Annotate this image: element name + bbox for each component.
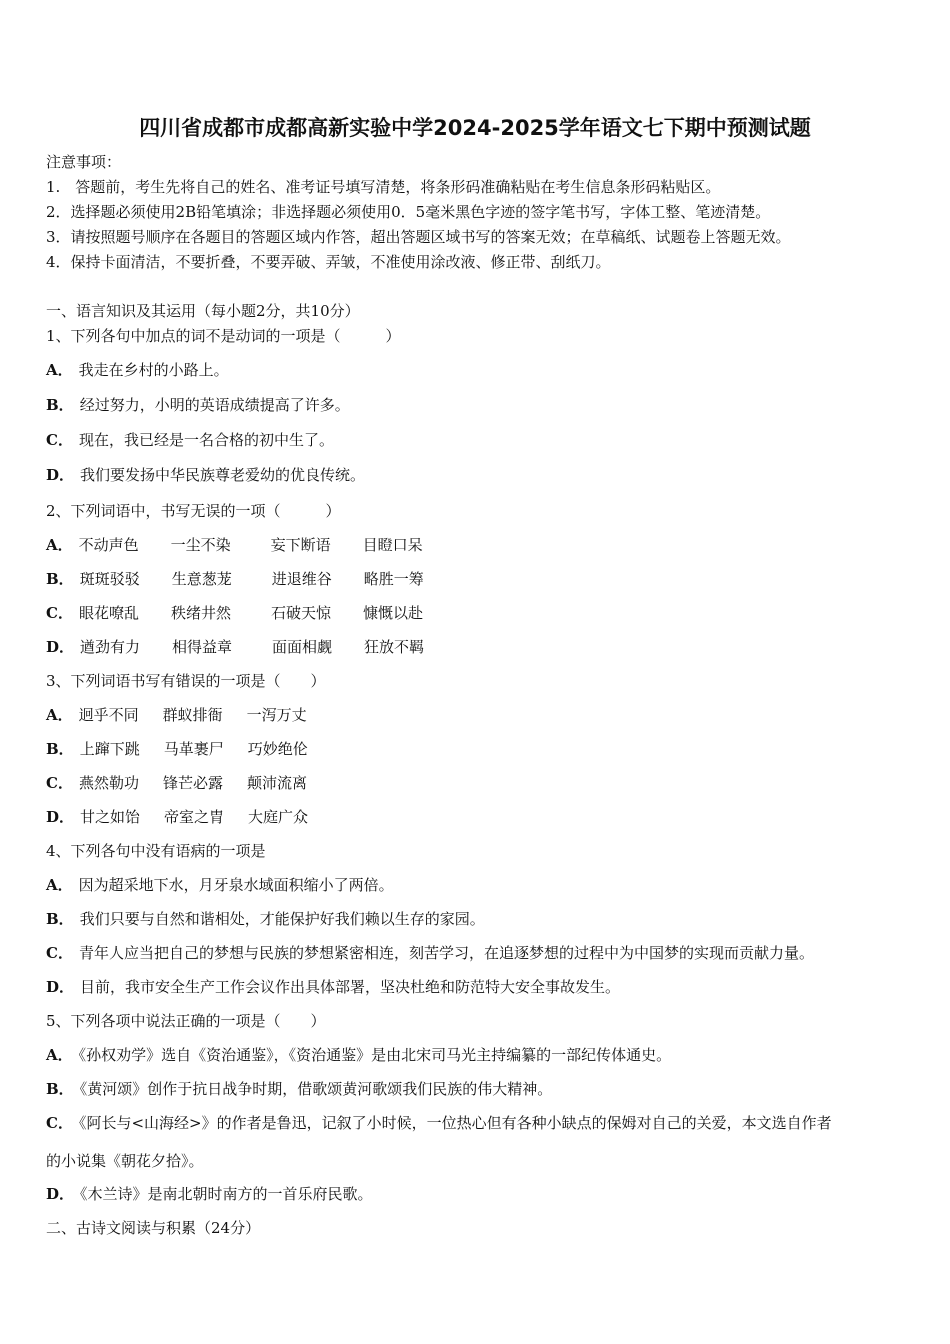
option-word: 帝室之胄 xyxy=(164,808,225,826)
notice-item: 4．保持卡面清洁，不要折叠，不要弄破、弄皱，不准使用涂改液、修正带、刮纸刀。 xyxy=(46,253,611,271)
option-word: 锋芒必露 xyxy=(162,774,223,792)
notice-item: 2．选择题必须使用2B铅笔填涂；非选择题必须使用0．5毫米黑色字迹的签字笔书写，字体工整、笔迹清楚。 xyxy=(46,203,771,221)
option-label: A． xyxy=(46,876,73,894)
option-d xyxy=(46,977,620,997)
option-word: 颠沛流离 xyxy=(246,774,307,792)
option-label: D． xyxy=(46,808,75,826)
option-label: D． xyxy=(46,466,75,484)
option-a xyxy=(46,535,455,555)
option-a xyxy=(46,1045,671,1065)
option-label: C． xyxy=(46,944,73,962)
option-word: 燕然勒功 xyxy=(78,774,139,792)
option-word: 一尘不染 xyxy=(170,536,231,554)
option-label: B． xyxy=(46,1080,74,1098)
page-title: 四川省成都市成都高新实验中学2024-2025学年语文七下期中预测试题 xyxy=(139,116,811,140)
option-c xyxy=(46,773,331,793)
option-word: 斑斑驳驳 xyxy=(79,570,140,588)
notice-item: 1. 答题前，考生先将自己的姓名、准考证号填写清楚，将条形码准确粘贴在考生信息条形码粘贴区。 xyxy=(46,178,721,196)
option-word: 妄下断语 xyxy=(270,536,331,554)
option-text: 《阿长与<山海经>》的作者是鲁迅，记叙了小时候，一位热心但有各种小缺点的保姆对自己的关爱，本文选自作者 xyxy=(78,1114,832,1132)
option-word: 狂放不羁 xyxy=(364,638,425,656)
option-word: 甘之如饴 xyxy=(80,808,141,826)
option-word: 迥乎不同 xyxy=(78,706,139,724)
option-c-continued xyxy=(46,1151,204,1171)
notice-item: 3．请按照题号顺序在各题目的答题区域内作答，超出答题区域书写的答案无效；在草稿纸、试题卷上答题无效。 xyxy=(46,228,791,246)
option-word: 上蹿下跳 xyxy=(79,740,140,758)
option-word: 眼花嘹乱 xyxy=(78,604,139,622)
option-label: C． xyxy=(46,1114,73,1132)
option-text: 因为超采地下水，月牙泉水域面积缩小了两倍。 xyxy=(78,876,394,894)
option-word: 面面相觑 xyxy=(272,638,333,656)
option-word: 群蚁排衙 xyxy=(162,706,223,724)
option-text: 目前，我市安全生产工作会议作出具体部署，坚决杜绝和防范特大安全事故发生。 xyxy=(80,978,621,996)
option-label: C． xyxy=(46,431,73,449)
option-word: 进退维谷 xyxy=(271,570,332,588)
option-text: 《黄河颂》创作于抗日战争时期，借歌颂黄河歌颂我们民族的伟大精神。 xyxy=(79,1080,553,1098)
option-label: A． xyxy=(46,706,73,724)
option-word: 生意葱茏 xyxy=(171,570,232,588)
option-text: 《孙权劝学》选自《资治通鉴》，《资治通鉴》是由北宋司马光主持编纂的一部纪传体通史。 xyxy=(78,1046,672,1064)
option-label: B． xyxy=(46,740,74,758)
option-word: 目瞪口呆 xyxy=(362,536,423,554)
option-word: 相得益章 xyxy=(172,638,233,656)
option-label: A． xyxy=(46,536,73,554)
option-label: B． xyxy=(46,396,74,414)
option-word: 慷慨以赴 xyxy=(362,604,423,622)
option-text: 青年人应当把自己的梦想与民族的梦想紧密相连，刻苦学习，在追逐梦想的过程中为中国梦的实现而贡献力量。 xyxy=(78,944,814,962)
option-label: A． xyxy=(46,1046,73,1064)
option-text: 的小说集《朝花夕拾》。 xyxy=(46,1152,204,1170)
question-stem: 5、下列各项中说法正确的一项是（ ） xyxy=(46,1012,326,1030)
option-label: D． xyxy=(46,638,75,656)
section-heading: 一、语言知识及其运用（每小题2分，共10分） xyxy=(46,302,360,320)
option-c xyxy=(46,1113,832,1133)
option-d xyxy=(46,637,456,657)
option-word: 不动声色 xyxy=(78,536,139,554)
option-d xyxy=(46,807,332,827)
option-word: 略胜一筹 xyxy=(363,570,424,588)
option-b xyxy=(46,1079,552,1099)
option-d xyxy=(46,465,365,485)
question-stem: 2、下列词语中，书写无误的一项（ ） xyxy=(46,502,341,520)
option-word: 大庭广众 xyxy=(248,808,309,826)
option-label: B． xyxy=(46,570,74,588)
option-a xyxy=(46,705,331,725)
option-word: 遒劲有力 xyxy=(80,638,141,656)
option-b xyxy=(46,909,485,929)
option-b xyxy=(46,569,456,589)
option-word: 马革裹尸 xyxy=(163,740,224,758)
option-label: C． xyxy=(46,774,73,792)
option-text: 我们要发扬中华民族尊老爱幼的优良传统。 xyxy=(80,466,366,484)
option-label: A． xyxy=(46,361,73,379)
option-text: 我们只要与自然和谐相处，才能保护好我们赖以生存的家园。 xyxy=(79,910,485,928)
option-label: B． xyxy=(46,910,74,928)
option-d xyxy=(46,1184,373,1204)
option-word: 巧妙绝伦 xyxy=(247,740,308,758)
option-text: 现在，我已经是一名合格的初中生了。 xyxy=(78,431,334,449)
option-word: 石破天惊 xyxy=(270,604,331,622)
option-c xyxy=(46,943,814,963)
question-stem: 4、下列各句中没有语病的一项是 xyxy=(46,842,266,860)
option-a xyxy=(46,875,394,895)
option-word: 一泻万丈 xyxy=(246,706,307,724)
option-label: D． xyxy=(46,1185,75,1203)
option-text: 经过努力，小明的英语成绩提高了许多。 xyxy=(79,396,350,414)
question-stem: 1、下列各句中加点的词不是动词的一项是（ ） xyxy=(46,327,401,345)
option-a xyxy=(46,360,229,380)
option-c xyxy=(46,430,334,450)
option-b xyxy=(46,739,332,759)
option-text: 我走在乡村的小路上。 xyxy=(78,361,229,379)
section-heading: 二、古诗文阅读与积累（24分） xyxy=(46,1219,261,1237)
notice-heading: 注意事项： xyxy=(46,153,122,171)
option-label: C． xyxy=(46,604,73,622)
option-label: D． xyxy=(46,978,75,996)
option-b xyxy=(46,395,350,415)
question-stem: 3、下列词语书写有错误的一项是（ ） xyxy=(46,672,326,690)
option-text: 《木兰诗》是南北朝时南方的一首乐府民歌。 xyxy=(80,1185,373,1203)
option-c xyxy=(46,603,455,623)
option-word: 秩绪井然 xyxy=(170,604,231,622)
